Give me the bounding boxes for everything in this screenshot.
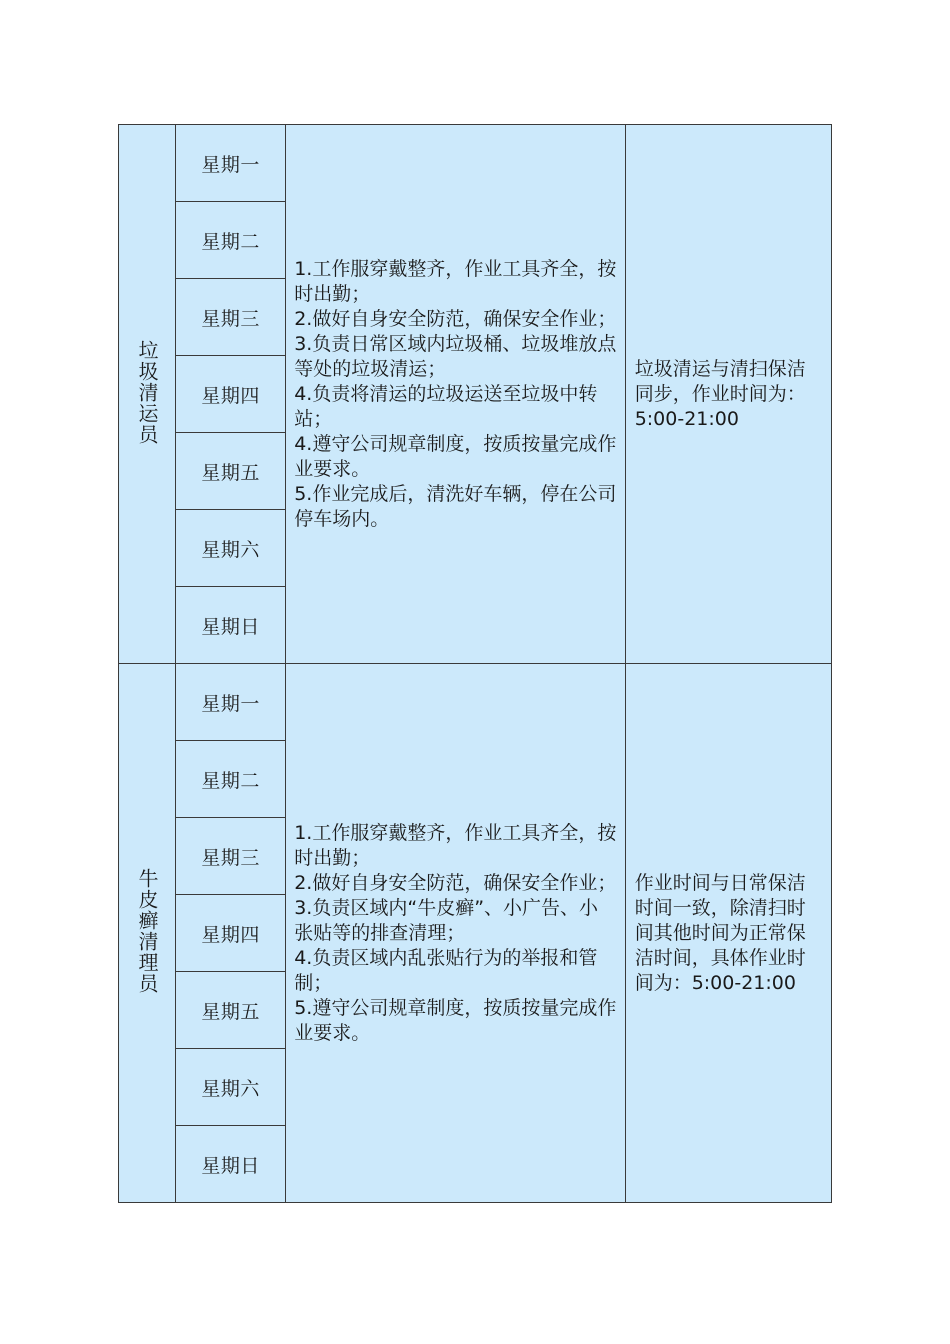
weekday-cell: 星期三	[176, 818, 286, 895]
weekday-cell: 星期一	[176, 664, 286, 741]
work-schedule-table	[118, 124, 832, 1203]
duty-item: 5.遵守公司规章制度，按质按量完成作业要求。	[294, 996, 617, 1044]
duty-item: 3.负责区域内“牛皮癣”、小广告、小张贴等的排查清理；	[294, 896, 599, 944]
weekday-cell: 星期五	[176, 433, 286, 510]
weekday-cell: 星期二	[176, 202, 286, 279]
weekday-cell: 星期五	[176, 972, 286, 1049]
weekday-cell: 星期六	[176, 1049, 286, 1126]
weekday-cell: 星期三	[176, 279, 286, 356]
weekday-cell: 星期日	[176, 587, 286, 664]
duty-item: 1.工作服穿戴整齐，作业工具齐全，按时出勤；	[294, 257, 617, 305]
duty-item: 4.负责将清运的垃圾运送至垃圾中转站；	[294, 382, 598, 430]
role-label: 牛皮癣清理员	[135, 868, 160, 994]
duty-item: 2.做好自身安全防范，确保安全作业；	[294, 871, 617, 894]
work-time-cell: 作业时间与日常保洁时间一致，除清扫时间其他时间为正常保洁时间，具体作业时间为：5:00-21:00	[625, 664, 831, 1203]
table-row	[119, 664, 832, 741]
weekday-cell: 星期六	[176, 510, 286, 587]
weekday-cell: 星期四	[176, 895, 286, 972]
weekday-cell: 星期一	[176, 125, 286, 202]
duty-item: 3.负责日常区域内垃圾桶、垃圾堆放点等处的垃圾清运；	[294, 332, 617, 380]
weekday-cell: 星期四	[176, 356, 286, 433]
role-label: 垃圾清运员	[135, 339, 160, 445]
duty-item: 4.负责区域内乱张贴行为的举报和管制；	[294, 946, 598, 994]
duty-item: 5.作业完成后，清洗好车辆，停在公司停车场内。	[294, 482, 617, 530]
role-cell	[119, 125, 176, 664]
weekday-cell: 星期二	[176, 741, 286, 818]
weekday-cell: 星期日	[176, 1126, 286, 1203]
duty-description-cell	[286, 125, 625, 664]
duty-description-cell	[286, 664, 625, 1203]
table-row	[119, 125, 832, 202]
duty-item: 1.工作服穿戴整齐，作业工具齐全，按时出勤；	[294, 821, 617, 869]
role-cell	[119, 664, 176, 1203]
work-time-cell: 垃圾清运与清扫保洁同步，作业时间为：5:00-21:00	[625, 125, 831, 664]
duty-item: 4.遵守公司规章制度，按质按量完成作业要求。	[294, 432, 617, 480]
duty-item: 2.做好自身安全防范，确保安全作业；	[294, 307, 617, 330]
